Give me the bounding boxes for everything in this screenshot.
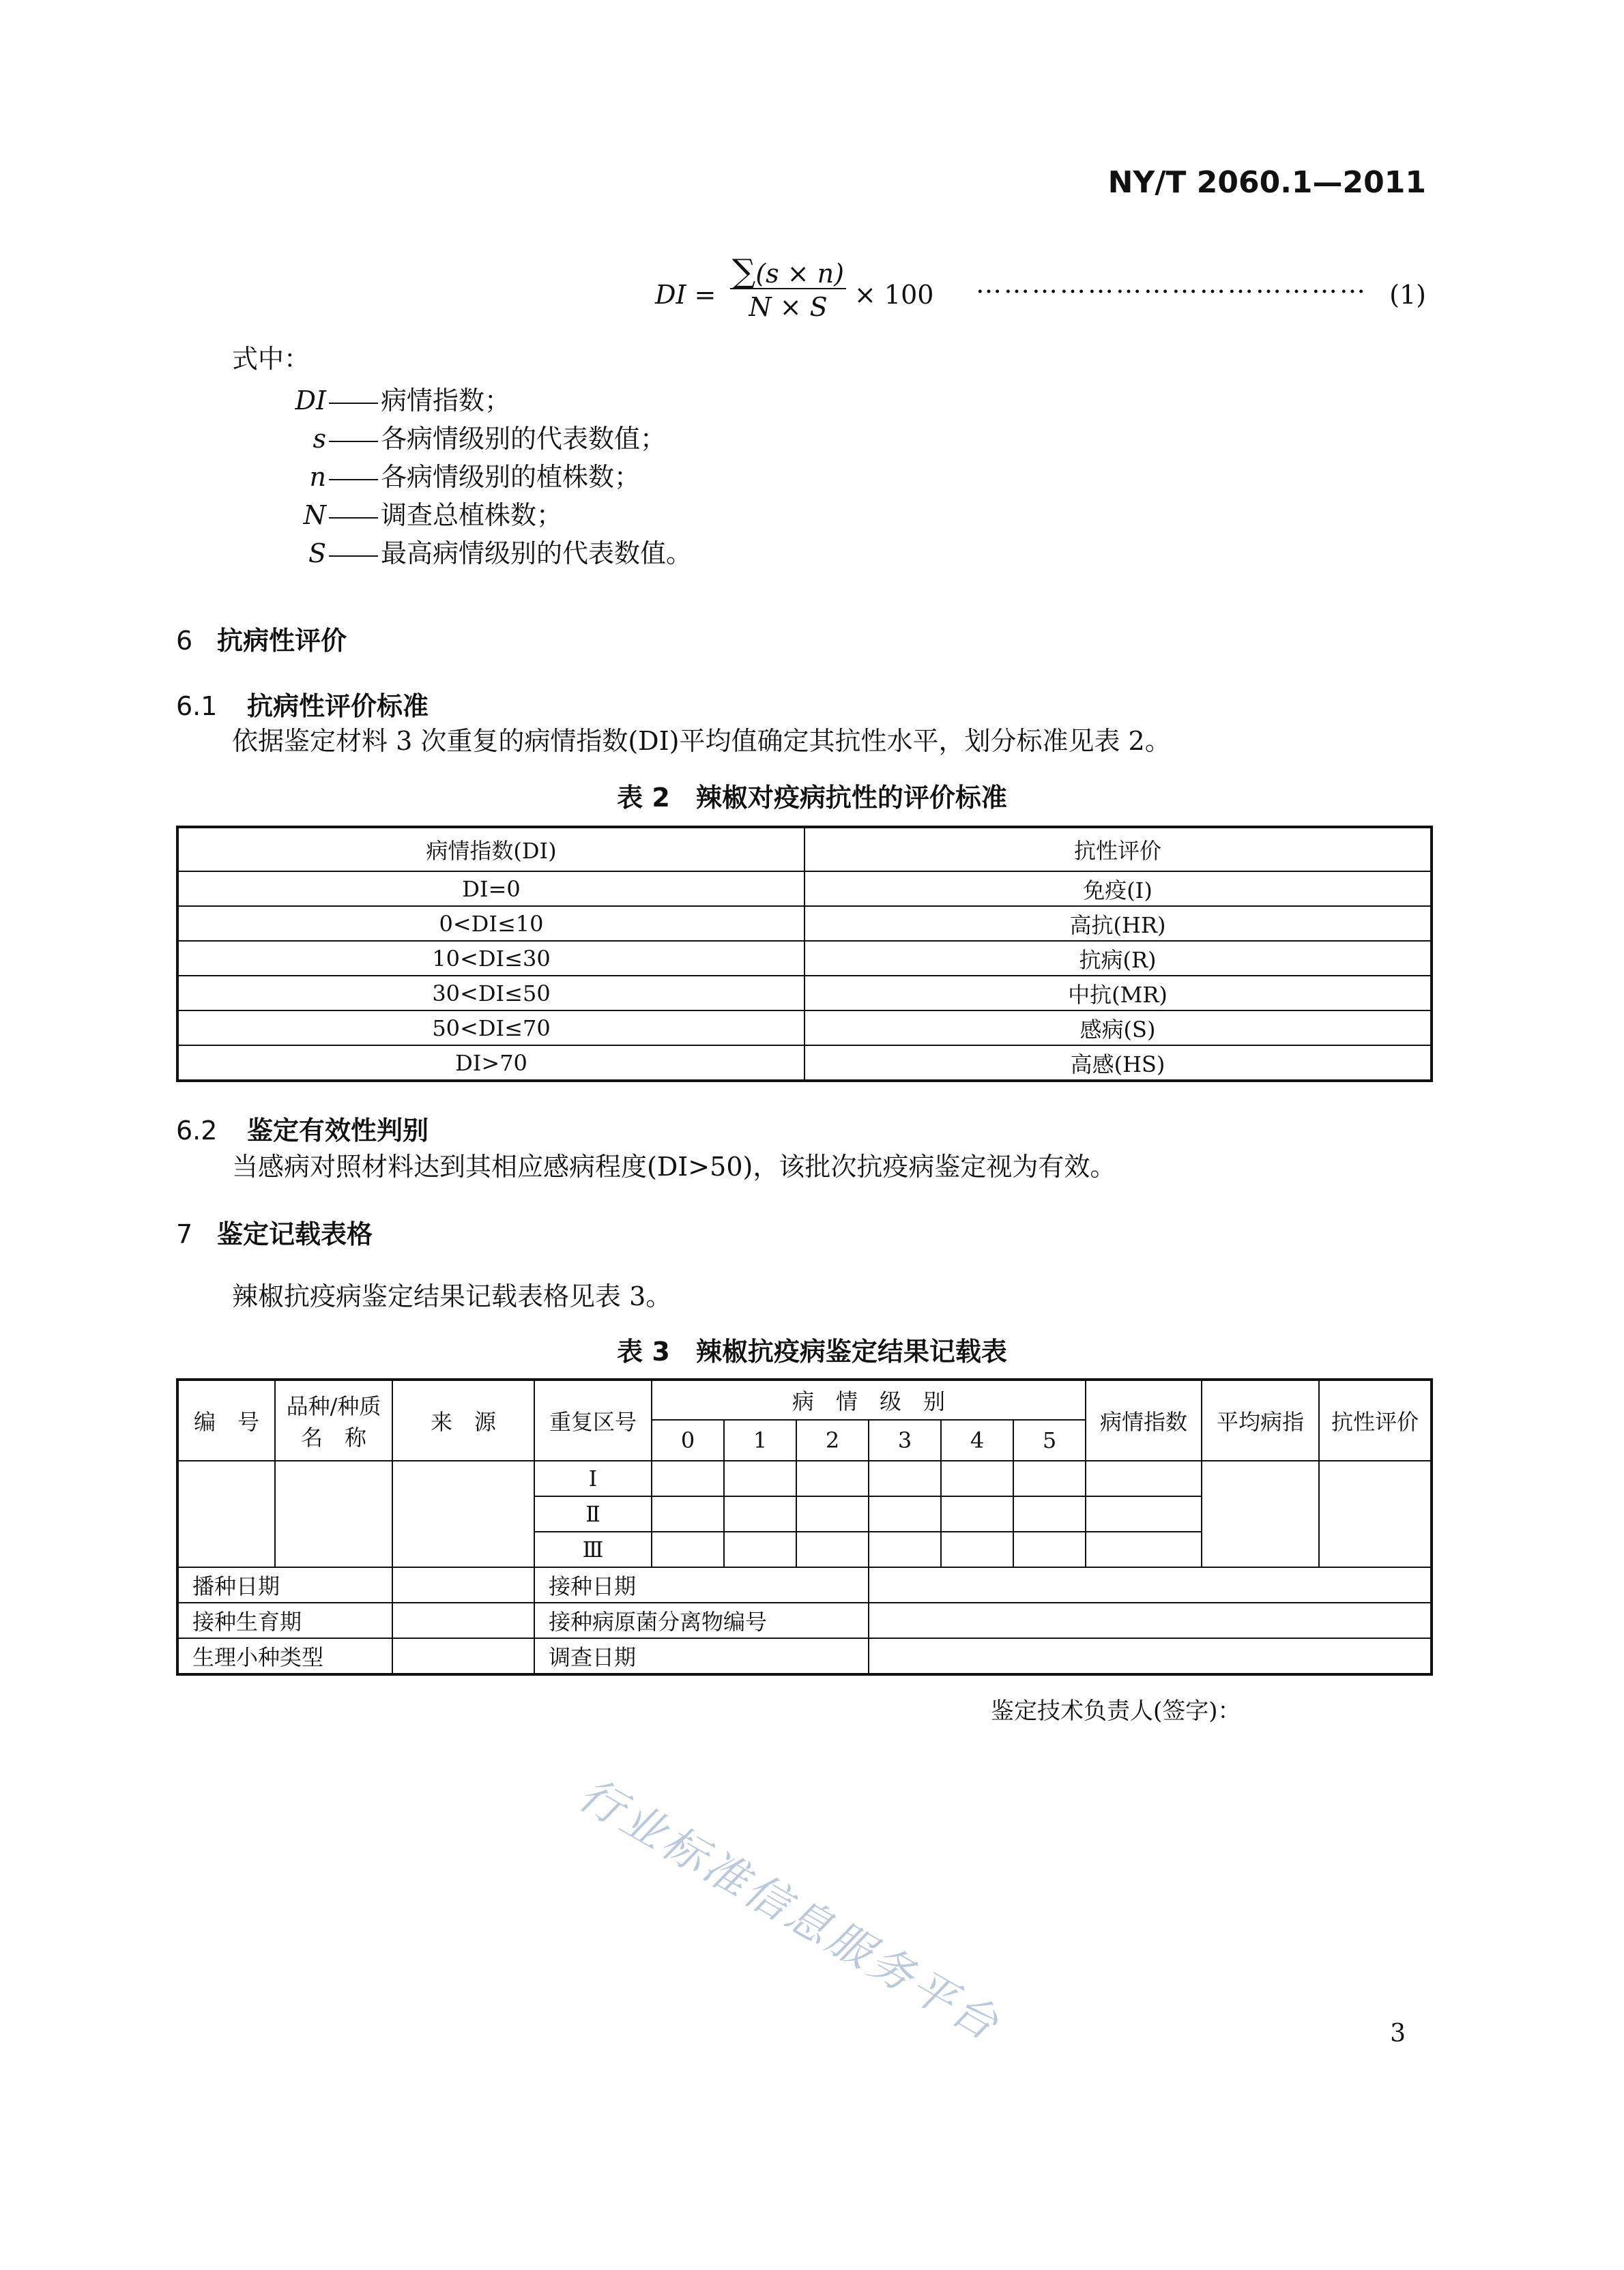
disease-index-formula bbox=[655, 252, 1426, 334]
signature-line: 鉴定技术负责人(签字)： bbox=[991, 1698, 1241, 1725]
isolate-number-label: 接种病原菌分离物编号 bbox=[534, 1603, 869, 1638]
table-2 bbox=[176, 826, 1433, 1082]
watermark: 行业标准信息服务平台 bbox=[570, 1769, 1009, 2052]
replicate-3: Ⅲ bbox=[534, 1532, 652, 1567]
table-row bbox=[177, 1603, 1432, 1638]
definition-item: s 各病情级别的代表数值； bbox=[313, 424, 667, 454]
table-3-header-variety: 品种/种质名 称 bbox=[275, 1380, 392, 1461]
section-6-2-text: 当感病对照材料达到其相应感病程度(DI>50)，该批次抗疫病鉴定视为有效。 bbox=[232, 1152, 1116, 1182]
page-number: 3 bbox=[1390, 2020, 1406, 2048]
replicate-1: Ⅰ bbox=[534, 1461, 652, 1496]
definition-item: DI 病情指数； bbox=[295, 385, 511, 416]
formula-lhs: DI = bbox=[655, 280, 716, 310]
formula-denominator: N × S bbox=[749, 292, 828, 322]
definition-item: n 各病情级别的植株数； bbox=[309, 462, 641, 492]
table-row bbox=[177, 1461, 1432, 1496]
section-7-text: 辣椒抗疫病鉴定结果记载表格见表 3。 bbox=[232, 1281, 672, 1311]
section-6-1-text: 依据鉴定材料 3 次重复的病情指数(DI)平均值确定其抗性水平，划分标准见表 2。 bbox=[232, 726, 1171, 756]
formula-multiplier: × 100 bbox=[854, 280, 934, 310]
grade-3: 3 bbox=[869, 1420, 941, 1461]
equation-number: (1) bbox=[1389, 280, 1426, 310]
grade-5: 5 bbox=[1013, 1420, 1086, 1461]
grade-2: 2 bbox=[796, 1420, 869, 1461]
table-row: 50<DI≤70 感病(S) bbox=[177, 1010, 1432, 1045]
formula-fraction bbox=[730, 252, 846, 322]
replicate-2: Ⅱ bbox=[534, 1496, 652, 1532]
where-label: 式中： bbox=[232, 344, 310, 374]
table-2-header-evaluation: 抗性评价 bbox=[804, 827, 1432, 871]
table-row bbox=[177, 1638, 1432, 1674]
section-6-heading: 6 抗病性评价 bbox=[176, 626, 347, 656]
definition-item: N 调查总植株数； bbox=[303, 500, 563, 530]
survey-date-label: 调查日期 bbox=[534, 1638, 869, 1674]
table-3 bbox=[176, 1378, 1433, 1676]
table-3-header-evaluation: 抗性评价 bbox=[1319, 1380, 1432, 1461]
definition-item: S 最高病情级别的代表数值。 bbox=[308, 538, 693, 568]
table-3-caption: 表 3 辣椒抗疫病鉴定结果记载表 bbox=[617, 1337, 1007, 1367]
table-3-header-replicate: 重复区号 bbox=[534, 1380, 652, 1461]
race-type-label: 生理小种类型 bbox=[177, 1638, 392, 1674]
table-row: DI>70 高感(HS) bbox=[177, 1045, 1432, 1081]
table-3-header-index: 病情指数 bbox=[1086, 1380, 1202, 1461]
table-3-header-grade: 病 情 级 别 bbox=[652, 1380, 1086, 1420]
table-3-header-source: 来 源 bbox=[392, 1380, 534, 1461]
table-row bbox=[177, 1567, 1432, 1603]
grade-1: 1 bbox=[724, 1420, 796, 1461]
table-row: 0<DI≤10 高抗(HR) bbox=[177, 906, 1432, 941]
table-2-caption: 表 2 辣椒对疫病抗性的评价标准 bbox=[617, 783, 1007, 813]
table-row: 10<DI≤30 抗病(R) bbox=[177, 941, 1432, 976]
section-6-1-heading: 6.1 抗病性评价标准 bbox=[176, 691, 429, 721]
section-7-heading: 7 鉴定记载表格 bbox=[176, 1219, 373, 1249]
table-row: DI=0 免疫(I) bbox=[177, 871, 1432, 906]
formula-numerator: ∑(s × n) bbox=[730, 252, 846, 289]
section-6-2-heading: 6.2 鉴定有效性判别 bbox=[176, 1116, 429, 1146]
grade-4: 4 bbox=[941, 1420, 1013, 1461]
table-2-header-index: 病情指数(DI) bbox=[177, 827, 804, 871]
formula-leader-dots: …………………………………… bbox=[976, 269, 1367, 299]
inoculation-date-label: 接种日期 bbox=[534, 1567, 869, 1603]
inoculation-stage-label: 接种生育期 bbox=[177, 1603, 392, 1638]
grade-0: 0 bbox=[652, 1420, 724, 1461]
sowing-date-label: 播种日期 bbox=[177, 1567, 392, 1603]
table-3-header-average: 平均病指 bbox=[1202, 1380, 1319, 1461]
standard-number: NY/T 2060.1—2011 bbox=[1107, 165, 1426, 200]
definition-list bbox=[232, 379, 692, 570]
table-3-header-number: 编 号 bbox=[177, 1380, 275, 1461]
table-row: 30<DI≤50 中抗(MR) bbox=[177, 976, 1432, 1010]
